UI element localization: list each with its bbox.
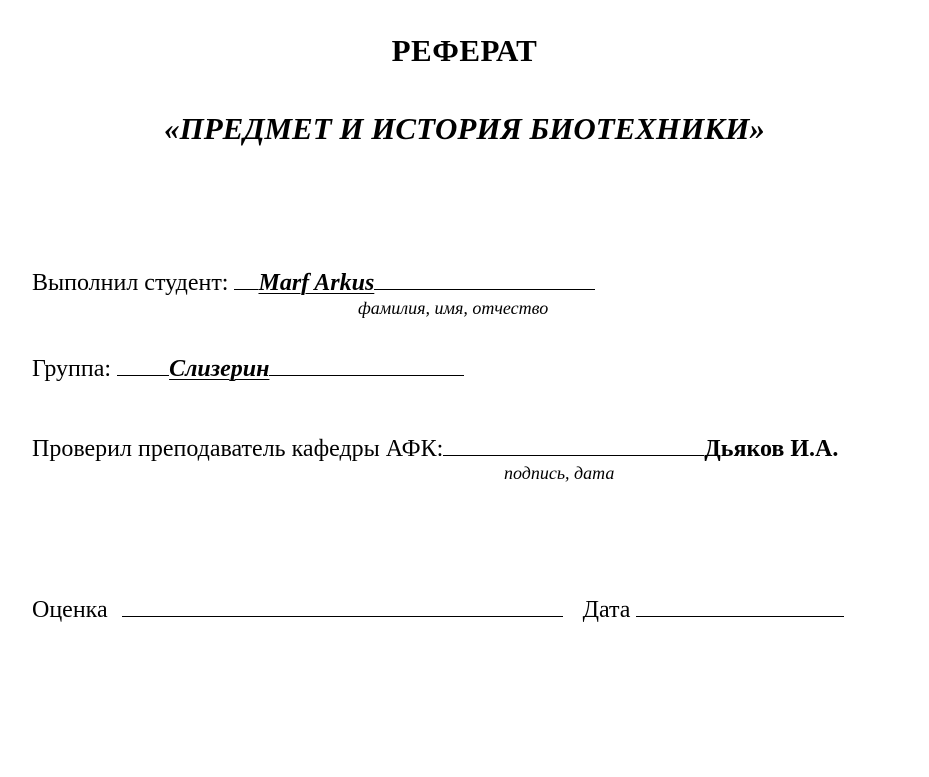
student-hint: фамилия, имя, отчество: [358, 298, 549, 318]
grade-blank: [122, 594, 563, 617]
grade-line: [32, 594, 844, 625]
date-blank: [636, 594, 844, 617]
group-line: [32, 353, 464, 384]
student-label: Выполнил студент:: [32, 270, 235, 296]
group-value: Слизерин: [169, 356, 270, 382]
signature-hint: подпись, дата: [504, 463, 615, 483]
date-label: Дата: [582, 597, 631, 623]
signature-blank: [443, 433, 704, 456]
group-blank-right: [269, 353, 464, 376]
grade-label: Оценка: [32, 597, 108, 623]
teacher-name: Дьяков И.А.: [704, 436, 839, 462]
student-blank-right: [374, 267, 595, 290]
student-name-value: Marf Arkus: [258, 270, 375, 296]
group-blank-left: [117, 353, 169, 376]
student-line: [32, 267, 595, 298]
document-subtitle: «ПРЕДМЕТ И ИСТОРИЯ БИОТЕХНИКИ»: [164, 111, 765, 146]
teacher-label: Проверил преподаватель кафедры АФК:: [32, 436, 444, 462]
group-label: Группа:: [32, 356, 118, 382]
student-blank-left: [234, 267, 258, 290]
document-title: РЕФЕРАТ: [391, 33, 538, 68]
teacher-line: [32, 433, 838, 464]
